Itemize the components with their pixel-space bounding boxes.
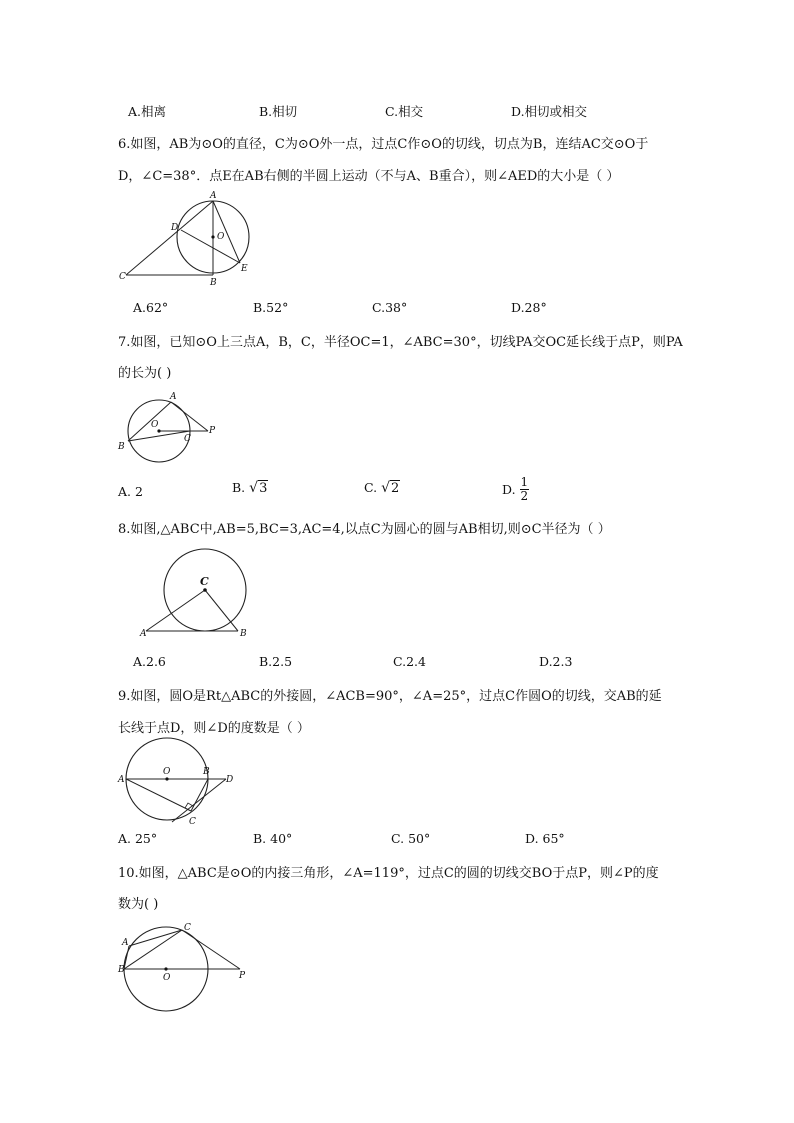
q6-text-line1: 6.如图，AB为⊙O的直径，C为⊙O外一点，过点C作⊙O的切线，切点为B，连结AC交⊙O于: [118, 137, 649, 152]
q9-label-b: B: [203, 767, 210, 777]
q7-option-c: [364, 480, 400, 496]
q6-option-d: D.28°: [511, 300, 547, 315]
q8-line-ac: [146, 590, 205, 631]
q6-label-a: A: [210, 191, 217, 201]
q10-label-o: O: [163, 973, 171, 983]
q7-option-b-prefix: B.: [232, 480, 246, 495]
q7-option-b: [232, 480, 268, 496]
q7-option-d-prefix: D.: [502, 482, 516, 497]
q7-label-o: O: [151, 420, 159, 430]
q9-text-line1: 9.如图，圆O是Rt△ABC的外接圆，∠ACB=90°，∠A=25°，过点C作圆O的切线，交AB的延: [118, 689, 662, 704]
q6-option-a: A.62°: [133, 300, 169, 315]
sqrt-icon: √: [381, 480, 390, 496]
q5-option-d: D.相切或相交: [511, 104, 588, 119]
q9-tangent-cd: [172, 779, 226, 822]
q10-text-line1: 10.如图，△ABC是⊙O的内接三角形，∠A=119°，过点C的圆的切线交BO于点P，则∠P的度: [118, 866, 659, 881]
q8-option-d: D.2.3: [539, 654, 573, 669]
q7-figure: [117, 388, 227, 464]
q10-center-dot: [164, 967, 167, 970]
q6-label-d: D: [171, 223, 179, 233]
q7-option-d-denominator: 2: [520, 489, 529, 503]
q9-right-angle-mark: [185, 803, 193, 808]
q8-line-bc: [205, 590, 238, 631]
q9-option-c: C. 50°: [391, 831, 431, 846]
q9-label-a: A: [118, 775, 125, 785]
q8-label-c: C: [200, 575, 209, 588]
q10-tangent-cp: [182, 930, 240, 969]
q9-center-dot: [165, 777, 168, 780]
q6-label-b: B: [210, 278, 217, 288]
q7-text-line1: 7.如图，已知⊙O上三点A，B，C，半径OC=1，∠ABC=30°，切线PA交OC延长线于点P，则PA: [118, 335, 683, 350]
q9-label-o: O: [163, 767, 171, 777]
q6-label-o: O: [217, 232, 225, 242]
q8-option-a: A.2.6: [133, 654, 166, 669]
q7-option-c-radicand: 2: [391, 481, 400, 496]
q6-line-ac: [126, 201, 213, 275]
q5-option-b: B.相切: [259, 104, 298, 119]
q7-option-a: A. 2: [118, 484, 143, 499]
q9-text-line2: 长线于点D，则∠D的度数是（ ）: [118, 721, 310, 736]
q7-label-p: P: [209, 426, 216, 436]
q10-label-a: A: [122, 938, 129, 948]
q5-option-a: A.相离: [128, 104, 167, 119]
q6-label-e: E: [241, 264, 248, 274]
q7-option-d-fraction: [520, 476, 530, 503]
q10-label-p: P: [239, 971, 246, 981]
q6-option-c: C.38°: [372, 300, 408, 315]
q10-text-line2: 数为( ): [118, 897, 159, 912]
q6-line-de: [181, 230, 240, 263]
q7-label-c: C: [184, 434, 191, 444]
q8-text-line1: 8.如图,△ABC中,AB=5,BC=3,AC=4,以点C为圆心的圆与AB相切,则⊙C半径为（ ）: [118, 522, 611, 537]
q8-label-a: A: [140, 629, 147, 639]
q9-option-a: A. 25°: [118, 831, 158, 846]
q9-label-d: D: [226, 775, 234, 785]
q7-option-d: [502, 476, 529, 503]
q6-center-dot: [211, 235, 214, 238]
q10-label-b: B: [118, 965, 125, 975]
q7-label-b: B: [118, 442, 125, 452]
q10-label-c: C: [184, 923, 191, 933]
q5-option-c: C.相交: [385, 104, 424, 119]
q8-label-b: B: [240, 629, 247, 639]
q6-option-b: B.52°: [253, 300, 289, 315]
q8-option-c: C.2.4: [393, 654, 426, 669]
q10-line-bc: [124, 930, 182, 969]
q7-text-line2: 的长为( ): [118, 366, 172, 381]
q7-label-a: A: [170, 392, 177, 402]
q7-option-d-numerator: 1: [520, 475, 529, 489]
q6-label-c: C: [119, 272, 126, 282]
q9-label-c: C: [189, 817, 196, 827]
q9-option-b: B. 40°: [253, 831, 293, 846]
sqrt-icon: √: [249, 480, 259, 496]
q6-text-line2: D，∠C=38°．点E在AB右侧的半圆上运动（不与A、B重合），则∠AED的大小是（ ）: [118, 169, 620, 184]
q8-option-b: B.2.5: [259, 654, 293, 669]
q9-figure: [118, 738, 243, 827]
q9-option-d: D. 65°: [525, 831, 565, 846]
q8-figure: [138, 548, 258, 640]
q6-figure: [118, 192, 258, 292]
q7-option-b-radicand: 3: [259, 481, 268, 496]
q10-figure: [118, 920, 253, 1012]
q8-center-dot: [203, 588, 207, 592]
q7-option-c-prefix: C.: [364, 480, 378, 495]
